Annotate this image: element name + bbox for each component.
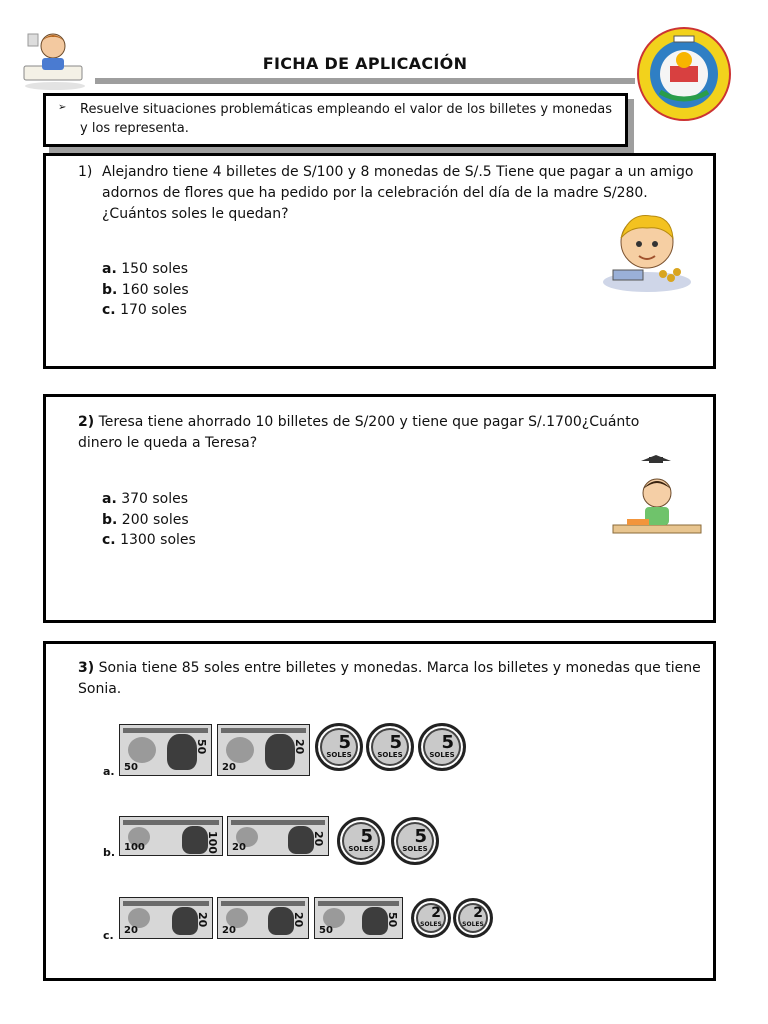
bill-value: 100 bbox=[124, 842, 145, 853]
problem-2-body: Teresa tiene ahorrado 10 billetes de S/200 y tiene que pagar S/.1700¿Cuánto dinero le queda a Teresa? bbox=[78, 414, 640, 451]
coin-value: 5 bbox=[389, 732, 402, 753]
option-b-label[interactable]: b. bbox=[103, 846, 116, 859]
coin-2[interactable] bbox=[453, 898, 493, 938]
arrow-bullet-icon: ➢ bbox=[58, 102, 67, 113]
option-c[interactable] bbox=[102, 300, 189, 321]
school-crest-icon bbox=[636, 26, 732, 122]
coin-5[interactable] bbox=[418, 723, 466, 771]
bill-20[interactable] bbox=[217, 897, 309, 939]
option-text: 200 soles bbox=[121, 511, 189, 528]
bill-20[interactable] bbox=[227, 816, 329, 856]
coin-label: SOLES bbox=[348, 845, 374, 853]
problem-2-text bbox=[78, 412, 678, 454]
bill-value: 100 bbox=[206, 831, 219, 854]
problem-3-number: 3) bbox=[78, 660, 95, 676]
coin-value: 5 bbox=[414, 826, 427, 847]
problem-2-options bbox=[102, 489, 196, 551]
bill-50[interactable] bbox=[314, 897, 403, 939]
option-letter: a. bbox=[102, 491, 117, 507]
title-bar bbox=[95, 50, 635, 84]
bill-value: 20 bbox=[222, 925, 236, 936]
bill-value: 50 bbox=[124, 762, 138, 773]
bill-value: 50 bbox=[386, 912, 399, 928]
option-c-label[interactable]: c. bbox=[103, 929, 114, 942]
coin-label: SOLES bbox=[429, 751, 455, 759]
coin-5[interactable] bbox=[366, 723, 414, 771]
bill-value: 20 bbox=[312, 831, 325, 847]
problem-2-number: 2) bbox=[78, 414, 95, 430]
bill-20[interactable] bbox=[119, 897, 213, 939]
option-text: 170 soles bbox=[120, 302, 187, 318]
coin-5[interactable] bbox=[315, 723, 363, 771]
problem-1-box bbox=[43, 153, 716, 369]
bill-value: 20 bbox=[222, 762, 236, 773]
option-letter: b. bbox=[102, 281, 118, 298]
bill-50[interactable] bbox=[119, 724, 212, 776]
coin-label: SOLES bbox=[420, 921, 442, 928]
bill-value: 20 bbox=[124, 925, 138, 936]
bill-100[interactable] bbox=[119, 816, 223, 856]
bill-value: 20 bbox=[196, 912, 209, 928]
coin-label: SOLES bbox=[377, 751, 403, 759]
problem-3-text bbox=[78, 658, 708, 700]
option-text: 1300 soles bbox=[120, 532, 196, 548]
coin-value: 5 bbox=[360, 826, 373, 847]
option-letter: c. bbox=[102, 532, 116, 548]
option-a[interactable] bbox=[102, 259, 189, 280]
option-letter: b. bbox=[102, 511, 118, 528]
page-title: FICHA DE APLICACIÓN bbox=[262, 54, 468, 73]
coin-label: SOLES bbox=[326, 751, 352, 759]
reading-child-icon bbox=[20, 28, 90, 90]
coin-value: 2 bbox=[431, 905, 441, 921]
option-letter: a. bbox=[102, 261, 117, 277]
option-a[interactable] bbox=[102, 489, 196, 510]
problem-1-text: Alejandro tiene 4 billetes de S/100 y 8 monedas de S/.5 Tiene que pagar a un amigo adornos de flores que ha pedido por la celebración del día de la madre S/280. ¿Cuántos soles le quedan? bbox=[102, 164, 694, 222]
option-letter: c. bbox=[102, 302, 116, 318]
bill-value: 50 bbox=[319, 925, 333, 936]
coin-2[interactable] bbox=[411, 898, 451, 938]
option-text: 150 soles bbox=[121, 261, 189, 277]
coin-value: 5 bbox=[338, 732, 351, 753]
problem-1-number: 1) bbox=[78, 164, 93, 180]
problem-3-box bbox=[43, 641, 716, 981]
child-counting-money-icon bbox=[599, 208, 695, 294]
coin-5[interactable] bbox=[391, 817, 439, 865]
option-b[interactable] bbox=[102, 280, 189, 301]
girl-studying-icon bbox=[611, 455, 703, 541]
option-c[interactable] bbox=[102, 530, 196, 551]
option-text: 160 soles bbox=[121, 281, 189, 298]
coin-label: SOLES bbox=[402, 845, 428, 853]
bill-value: 20 bbox=[232, 842, 246, 853]
coin-label: SOLES bbox=[462, 921, 484, 928]
bill-value: 20 bbox=[292, 912, 305, 928]
option-b[interactable] bbox=[102, 510, 196, 531]
objective-box bbox=[43, 93, 628, 147]
objective-text: Resuelve situaciones problemáticas empleando el valor de los billetes y monedas y los representa. bbox=[80, 102, 613, 136]
problem-1-options bbox=[102, 259, 189, 321]
bill-20[interactable] bbox=[217, 724, 310, 776]
bill-value: 20 bbox=[293, 739, 306, 755]
coin-5[interactable] bbox=[337, 817, 385, 865]
problem-2-box bbox=[43, 394, 716, 623]
coin-value: 2 bbox=[473, 905, 483, 921]
problem-3-body: Sonia tiene 85 soles entre billetes y monedas. Marca los billetes y monedas que tiene Sonia. bbox=[78, 660, 701, 697]
option-a-label[interactable]: a. bbox=[103, 765, 115, 778]
coin-value: 5 bbox=[441, 732, 454, 753]
bill-value: 50 bbox=[195, 739, 208, 755]
option-text: 370 soles bbox=[121, 491, 189, 507]
